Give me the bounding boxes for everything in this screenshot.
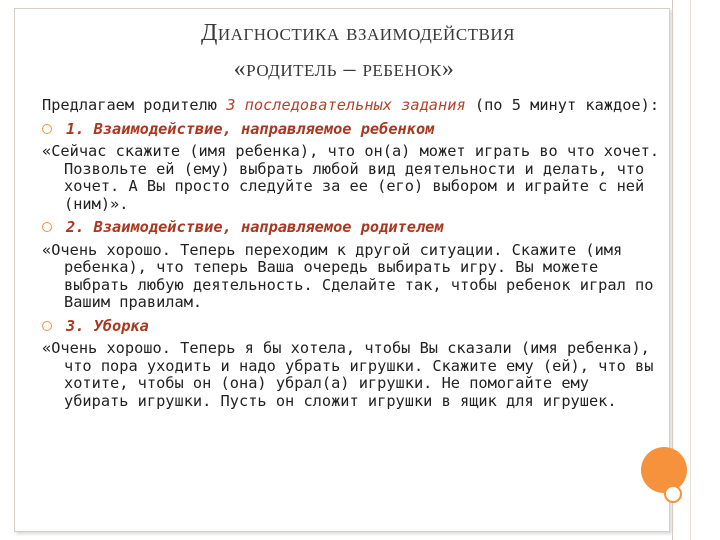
task-heading-text: 3. Уборка [66,316,149,335]
slide-title: Диагностика взаимодействия [200,20,516,46]
circle-bullet-icon [42,321,52,331]
task-heading [42,219,662,237]
intro-text: Предлагаем родителю [42,96,227,114]
intro-text-end: (по 5 минут каждое): [465,96,660,114]
task-heading-text: 1. Взаимодействие, направляемое ребенком [66,119,435,138]
task-instruction: «Очень хорошо. Теперь переходим к другой ситуации. Скажите (имя ребенка), что теперь Ваша очередь выбирать игру. Вы можете выбрать любую деятельность. Сделайте так, чтобы ребенок играл по Вашим правилам. [42,240,654,311]
intro-paragraph [42,97,662,115]
slide-body [42,97,662,410]
task-heading [42,121,662,139]
circle-bullet-icon [42,124,52,134]
task-instruction: «Очень хорошо. Теперь я бы хотела, чтобы Вы сказали (имя ребенка), что пора уходить и надо убрать игрушки. Скажите ему (ей), что вы хотите, чтобы он (она) убрал(а) игрушки. Не помогайте ему убирать игрушки. Пусть он сложит игрушки в ящик для игрушек. [42,339,654,410]
orange-circle-decoration [641,447,687,493]
slide-subtitle: «родитель – ребенок» [233,56,455,82]
task-instruction: «Сейчас скажите (имя ребенка), что он(а) может играть во что хочет. Позвольте ей (ему) выбрать любой вид деятельности и делать, что хочет. А Вы просто следуйте за ее (его) выбором и играйте с ней (ним)». [42,142,660,213]
intro-emphasis: 3 последовательных задания [226,96,466,114]
circle-bullet-icon [42,222,52,232]
small-circle-decoration [664,485,682,503]
task-heading [42,318,662,336]
task-heading-text: 2. Взаимодействие, направляемое родителем [66,218,444,236]
